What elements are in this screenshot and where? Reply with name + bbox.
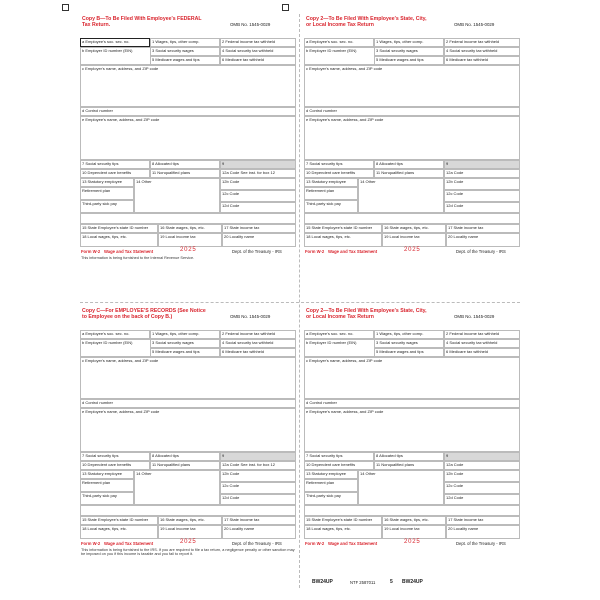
horizontal-perforation — [80, 302, 520, 303]
field-c-employer[interactable]: c Employer's name, address, and ZIP code — [304, 65, 520, 107]
field-13-statutory[interactable]: 13 Statutory employee — [80, 178, 134, 187]
omb-number: OMB No. 1545-0029 — [230, 314, 271, 319]
field-18-local-wages[interactable]: 18 Local wages, tips, etc. — [80, 525, 158, 539]
field-c-employer[interactable]: c Employer's name, address, and ZIP code — [304, 357, 520, 399]
field-d-control[interactable]: d Control number — [80, 107, 296, 116]
field-blank-row[interactable] — [304, 505, 520, 516]
copy-title: Copy B—To Be Filed With Employee's FEDERAL Tax Return. — [82, 16, 202, 28]
field-11-nonqualified[interactable]: 11 Nonqualified plans — [374, 461, 444, 470]
field-blank-row[interactable] — [304, 213, 520, 224]
field-c-employer[interactable]: c Employer's name, address, and ZIP code — [80, 357, 296, 399]
page-number: 5 — [390, 579, 393, 585]
field-8-allocated-tips[interactable]: 8 Allocated tips — [150, 452, 220, 461]
field-12d[interactable]: 12d Code — [220, 202, 296, 213]
field-10-dependent-care[interactable]: 10 Dependent care benefits — [80, 169, 150, 178]
vertical-perforation — [299, 14, 300, 588]
field-11-nonqualified[interactable]: 11 Nonqualified plans — [374, 169, 444, 178]
field-13-retirement[interactable]: Retirement plan — [80, 187, 134, 200]
field-12c[interactable]: 12c Code — [444, 190, 520, 202]
field-e-employee[interactable]: e Employee's name, address, and ZIP code — [80, 408, 296, 452]
field-9[interactable]: 9 — [220, 160, 296, 169]
field-6-medicare-tax[interactable]: 6 Medicare tax withheld — [444, 56, 520, 65]
field-13-retirement[interactable]: Retirement plan — [304, 187, 358, 200]
field-13-statutory[interactable]: 13 Statutory employee — [304, 470, 358, 479]
field-12c[interactable]: 12c Code — [220, 190, 296, 202]
field-20-locality[interactable]: 20 Locality name — [222, 525, 296, 539]
statement-label: Wage and Tax Statement — [328, 541, 378, 546]
field-6-medicare-tax[interactable]: 6 Medicare tax withheld — [220, 348, 296, 357]
field-e-employee[interactable]: e Employee's name, address, and ZIP code — [304, 116, 520, 160]
field-1-wages[interactable]: 1 Wages, tips, other comp. — [150, 38, 220, 47]
copy-note: This information is being furnished to the IRS. If you are required to file a tax return, a negligence penalty or other sanction may be imposed on you if this income is taxable and you fail to report it. — [81, 548, 295, 557]
field-b-ein[interactable]: b Employer ID number (EIN) — [304, 47, 444, 65]
dept-label: Dept. of the Treasury - IRS — [456, 541, 506, 546]
field-16-state-wages[interactable]: 16 State wages, tips, etc. — [158, 516, 222, 525]
field-12d[interactable]: 12d Code — [444, 202, 520, 213]
field-8-allocated-tips[interactable]: 8 Allocated tips — [374, 160, 444, 169]
field-17-state-tax[interactable]: 17 State income tax — [222, 516, 296, 525]
tax-year: 2025 — [180, 539, 197, 545]
field-5-medicare-wages[interactable]: 5 Medicare wages and tips — [150, 56, 220, 65]
statement-label: Wage and Tax Statement — [104, 541, 154, 546]
field-13-statutory[interactable]: 13 Statutory employee — [304, 178, 358, 187]
field-13-sickpay[interactable]: Third-party sick pay — [80, 492, 134, 505]
field-2-fed-tax[interactable]: 2 Federal income tax withheld — [220, 330, 296, 339]
field-d-control[interactable]: d Control number — [80, 399, 296, 408]
tax-year: 2025 — [404, 247, 421, 253]
field-d-control[interactable]: d Control number — [304, 107, 520, 116]
field-4-ss-tax[interactable]: 4 Social security tax withheld — [220, 339, 296, 348]
field-5-medicare-wages[interactable]: 5 Medicare wages and tips — [374, 348, 444, 357]
field-1-wages[interactable]: 1 Wages, tips, other comp. — [150, 330, 220, 339]
dept-label: Dept. of the Treasury - IRS — [456, 249, 506, 254]
field-4-ss-tax[interactable]: 4 Social security tax withheld — [220, 47, 296, 56]
field-17-state-tax[interactable]: 17 State income tax — [446, 224, 520, 233]
field-7-ss-tips[interactable]: 7 Social security tips — [304, 160, 374, 169]
field-5-medicare-wages[interactable]: 5 Medicare wages and tips — [374, 56, 444, 65]
field-14-other[interactable]: 14 Other — [134, 178, 220, 213]
w2-form-copy-c — [80, 308, 296, 592]
field-16-state-wages[interactable]: 16 State wages, tips, etc. — [382, 224, 446, 233]
copy-title: Copy 2—To Be Filed With Employee's State, City, or Local Income Tax Return — [306, 16, 427, 28]
field-13-sickpay[interactable]: Third-party sick pay — [80, 200, 134, 213]
field-12d[interactable]: 12d Code — [220, 494, 296, 505]
field-12a[interactable]: 12a Code See inst. for box 12 — [220, 461, 296, 470]
field-15-state-id[interactable]: 15 State Employee's state ID number — [304, 224, 382, 233]
field-9[interactable]: 9 — [220, 452, 296, 461]
field-19-local-tax[interactable]: 19 Local income tax — [158, 525, 222, 539]
field-17-state-tax[interactable]: 17 State income tax — [222, 224, 296, 233]
field-16-state-wages[interactable]: 16 State wages, tips, etc. — [158, 224, 222, 233]
form-label: Form W-2 — [81, 249, 101, 254]
field-13-sickpay[interactable]: Third-party sick pay — [304, 200, 358, 213]
field-12b[interactable]: 12b Code — [220, 178, 296, 190]
copy-title: Copy C—For EMPLOYEE'S RECORDS (See Notice to Employee on the back of Copy B.) — [82, 308, 206, 320]
field-12c[interactable]: 12c Code — [444, 482, 520, 494]
field-14-other[interactable]: 14 Other — [134, 470, 220, 505]
field-18-local-wages[interactable]: 18 Local wages, tips, etc. — [304, 233, 382, 247]
field-11-nonqualified[interactable]: 11 Nonqualified plans — [150, 169, 220, 178]
field-3-ss-wages[interactable]: 3 Social security wages — [374, 339, 444, 348]
field-15-state-id[interactable]: 15 State Employee's state ID number — [80, 516, 158, 525]
field-19-local-tax[interactable]: 19 Local income tax — [158, 233, 222, 247]
field-13-retirement[interactable]: Retirement plan — [304, 479, 358, 492]
field-a-ssn[interactable]: a Employee's soc. sec. no. — [304, 330, 374, 339]
field-12a[interactable]: 12a Code — [444, 461, 520, 470]
field-11-nonqualified[interactable]: 11 Nonqualified plans — [150, 461, 220, 470]
field-a-ssn[interactable]: a Employee's soc. sec. no. — [80, 38, 150, 47]
field-12b[interactable]: 12b Code — [444, 178, 520, 190]
field-10-dependent-care[interactable]: 10 Dependent care benefits — [304, 169, 374, 178]
w2-form-copy-2-top — [304, 16, 520, 300]
field-blank-row[interactable] — [80, 213, 296, 224]
field-d-control[interactable]: d Control number — [304, 399, 520, 408]
field-9[interactable]: 9 — [444, 452, 520, 461]
field-5-medicare-wages[interactable]: 5 Medicare wages and tips — [150, 348, 220, 357]
field-13-sickpay[interactable]: Third-party sick pay — [304, 492, 358, 505]
field-1-wages[interactable]: 1 Wages, tips, other comp. — [374, 330, 444, 339]
dept-label: Dept. of the Treasury - IRS — [232, 541, 282, 546]
field-10-dependent-care[interactable]: 10 Dependent care benefits — [304, 461, 374, 470]
field-15-state-id[interactable]: 15 State Employee's state ID number — [80, 224, 158, 233]
omb-number: OMB No. 1545-0029 — [230, 22, 271, 27]
field-18-local-wages[interactable]: 18 Local wages, tips, etc. — [80, 233, 158, 247]
field-3-ss-wages[interactable]: 3 Social security wages — [150, 339, 220, 348]
field-2-fed-tax[interactable]: 2 Federal income tax withheld — [444, 38, 520, 47]
field-10-dependent-care[interactable]: 10 Dependent care benefits — [80, 461, 150, 470]
corner-mark-left — [62, 4, 69, 11]
dept-label: Dept. of the Treasury - IRS — [232, 249, 282, 254]
bottom-code-left: BW24UP — [312, 579, 333, 585]
field-12a[interactable]: 12a Code See inst. for box 12 — [220, 169, 296, 178]
omb-number: OMB No. 1545-0029 — [454, 22, 495, 27]
w2-sheet — [80, 14, 520, 588]
field-e-employee[interactable]: e Employee's name, address, and ZIP code — [80, 116, 296, 160]
field-12c[interactable]: 12c Code — [220, 482, 296, 494]
form-label: Form W-2 — [305, 541, 325, 546]
corner-mark-right — [282, 4, 289, 11]
field-a-ssn[interactable]: a Employee's soc. sec. no. — [304, 38, 374, 47]
copy-note: This information is being furnished to the Internal Revenue Service. — [81, 256, 195, 260]
field-17-state-tax[interactable]: 17 State income tax — [446, 516, 520, 525]
field-b-ein[interactable]: b Employer ID number (EIN) — [80, 47, 220, 65]
field-4-ss-tax[interactable]: 4 Social security tax withheld — [444, 47, 520, 56]
field-14-other[interactable]: 14 Other — [358, 470, 444, 505]
omb-number: OMB No. 1545-0029 — [454, 314, 495, 319]
field-2-fed-tax[interactable]: 2 Federal income tax withheld — [444, 330, 520, 339]
field-15-state-id[interactable]: 15 State Employee's state ID number — [304, 516, 382, 525]
field-6-medicare-tax[interactable]: 6 Medicare tax withheld — [444, 348, 520, 357]
field-8-allocated-tips[interactable]: 8 Allocated tips — [374, 452, 444, 461]
field-19-local-tax[interactable]: 19 Local income tax — [382, 525, 446, 539]
field-12a[interactable]: 12a Code — [444, 169, 520, 178]
field-3-ss-wages[interactable]: 3 Social security wages — [374, 47, 444, 56]
form-label: Form W-2 — [305, 249, 325, 254]
tax-year: 2025 — [404, 539, 421, 545]
form-label: Form W-2 — [81, 541, 101, 546]
field-12b[interactable]: 12b Code — [444, 470, 520, 482]
field-1-wages[interactable]: 1 Wages, tips, other comp. — [374, 38, 444, 47]
field-12b[interactable]: 12b Code — [220, 470, 296, 482]
field-20-locality[interactable]: 20 Locality name — [446, 525, 520, 539]
field-c-employer[interactable]: c Employer's name, address, and ZIP code — [80, 65, 296, 107]
field-13-retirement[interactable]: Retirement plan — [80, 479, 134, 492]
field-7-ss-tips[interactable]: 7 Social security tips — [80, 452, 150, 461]
copy-title: Copy 2—To Be Filed With Employee's State, City, or Local Income Tax Return — [306, 308, 427, 320]
field-20-locality[interactable]: 20 Locality name — [222, 233, 296, 247]
field-blank-row[interactable] — [80, 505, 296, 516]
w2-form-copy-2-bottom — [304, 308, 520, 592]
field-19-local-tax[interactable]: 19 Local income tax — [382, 233, 446, 247]
field-14-other[interactable]: 14 Other — [358, 178, 444, 213]
ntf-number: NTF 2587011 — [350, 580, 376, 585]
field-18-local-wages[interactable]: 18 Local wages, tips, etc. — [304, 525, 382, 539]
field-b-ein[interactable]: b Employer ID number (EIN) — [304, 339, 444, 357]
field-12d[interactable]: 12d Code — [444, 494, 520, 505]
field-e-employee[interactable]: e Employee's name, address, and ZIP code — [304, 408, 520, 452]
field-a-ssn[interactable]: a Employee's soc. sec. no. — [80, 330, 150, 339]
w2-form-copy-b — [80, 16, 296, 300]
field-7-ss-tips[interactable]: 7 Social security tips — [80, 160, 150, 169]
field-4-ss-tax[interactable]: 4 Social security tax withheld — [444, 339, 520, 348]
bottom-code-right: BW24UP — [402, 579, 423, 585]
tax-year: 2025 — [180, 247, 197, 253]
field-16-state-wages[interactable]: 16 State wages, tips, etc. — [382, 516, 446, 525]
field-3-ss-wages[interactable]: 3 Social security wages — [150, 47, 220, 56]
field-7-ss-tips[interactable]: 7 Social security tips — [304, 452, 374, 461]
field-b-ein[interactable]: b Employer ID number (EIN) — [80, 339, 220, 357]
field-8-allocated-tips[interactable]: 8 Allocated tips — [150, 160, 220, 169]
field-13-statutory[interactable]: 13 Statutory employee — [80, 470, 134, 479]
statement-label: Wage and Tax Statement — [104, 249, 154, 254]
field-2-fed-tax[interactable]: 2 Federal income tax withheld — [220, 38, 296, 47]
field-20-locality[interactable]: 20 Locality name — [446, 233, 520, 247]
field-6-medicare-tax[interactable]: 6 Medicare tax withheld — [220, 56, 296, 65]
field-9[interactable]: 9 — [444, 160, 520, 169]
statement-label: Wage and Tax Statement — [328, 249, 378, 254]
